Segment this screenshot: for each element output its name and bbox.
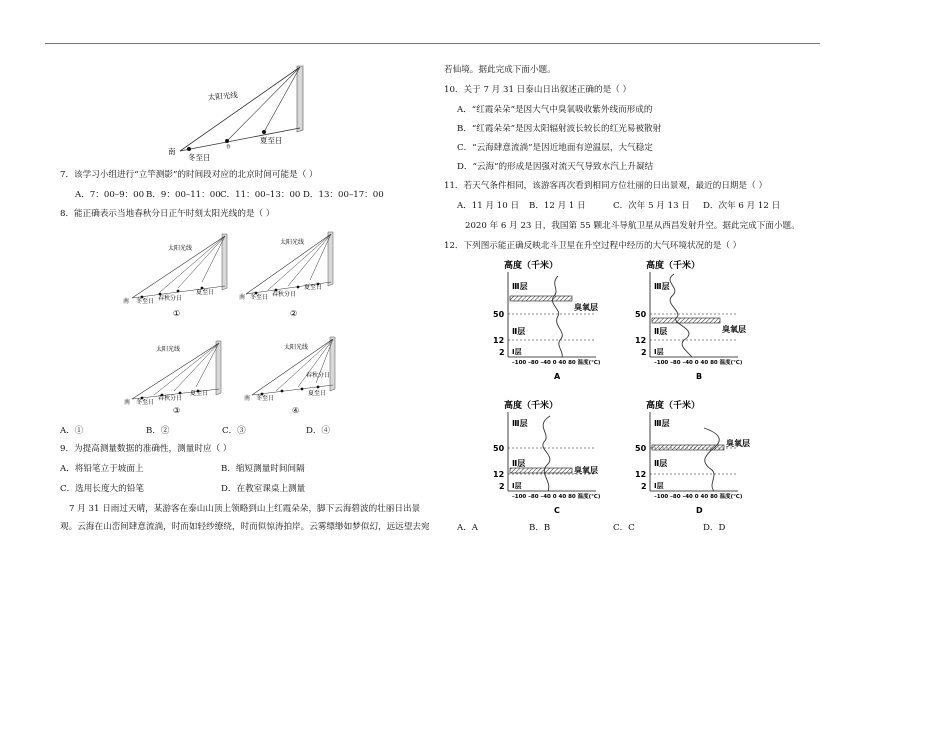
q12-chart-d: [632, 396, 782, 524]
q8-fig4-number: ④: [292, 406, 300, 415]
sun-ray-figure: [160, 62, 310, 162]
chart-d-layer3: Ⅲ层: [654, 419, 670, 428]
passage1-line3: 若仙境。据此完成下面小题。: [444, 65, 556, 75]
q8-option-d[interactable]: D．④: [306, 426, 331, 436]
q8-fig2-south: 南: [239, 294, 246, 301]
fig-south-label: 南: [168, 147, 176, 156]
chart-c-layer2: Ⅱ层: [512, 459, 526, 468]
chart-c-xticks: –100 –80 –40 0 40 80 温度(℃): [512, 494, 601, 500]
chart-a-xticks: –100 –80 –40 0 40 80 温度(℃): [512, 360, 601, 366]
q8-figure-2: [238, 228, 353, 320]
chart-a-layer1: Ⅰ层: [512, 348, 522, 356]
chart-b-letter: B: [696, 372, 703, 381]
q8-fig4-south: 南: [244, 395, 251, 402]
chart-d-ozone: 臭氧层: [726, 439, 750, 448]
fig-summer-label: 夏至日: [260, 136, 283, 145]
q9-option-c[interactable]: C．选用长度大的铅笔: [60, 484, 144, 494]
chart-b-ylabel: 高度（千米）: [646, 261, 701, 271]
q8-fig3-summer: 夏至日: [190, 390, 209, 397]
chart-a-layer2: Ⅱ层: [512, 327, 526, 336]
chart-a-y50: 50: [493, 310, 505, 319]
q8-fig1-equinox: 春秋分日: [158, 295, 183, 302]
chart-d-y50: 50: [635, 444, 647, 453]
chart-a-layer3: Ⅲ层: [512, 282, 528, 291]
q9-stem: 9．为提高测量数据的准确性，测量时应（ ）: [60, 444, 232, 454]
chart-b-y50: 50: [635, 310, 647, 319]
q10-option-b[interactable]: B．“红霞朵朵”是因太阳辐射波长较长的红光易被散射: [457, 124, 662, 134]
q12-chart-a: [490, 256, 640, 384]
chart-b-xticks: –100 –80 –40 0 40 80 温度(℃): [654, 360, 743, 366]
q7-option-a[interactable]: A．7：00–9：00: [75, 190, 145, 200]
q8-fig3-number: ③: [173, 406, 181, 415]
q8-option-a[interactable]: A．①: [60, 426, 84, 436]
q8-figure-4: [238, 333, 353, 425]
chart-b-layer3: Ⅲ层: [654, 282, 670, 291]
q8-fig4-equinox: 春秋分日: [306, 372, 331, 379]
q12-stem: 12．下列图示能正确反映北斗卫星在升空过程中经历的大气环境状况的是（ ）: [444, 241, 742, 251]
q8-fig2-sunray: 太阳光线: [280, 239, 305, 246]
fig-spring-label: 春: [226, 145, 231, 150]
q8-fig1-number: ①: [173, 309, 181, 318]
q10-option-d[interactable]: D．“云海”的形成是因强对流天气导致水汽上升凝结: [457, 162, 654, 172]
q8-fig4-winter: 冬至日: [256, 395, 275, 402]
chart-a-ylabel: 高度（千米）: [504, 261, 559, 271]
chart-a-y12: 12: [493, 336, 505, 345]
q11-option-a[interactable]: A．11 月 10 日: [457, 201, 520, 211]
q7-option-b[interactable]: B．9：00–11：00: [146, 190, 221, 200]
chart-c-ylabel: 高度（千米）: [504, 401, 559, 411]
chart-b-y12: 12: [635, 336, 647, 345]
q9-option-b[interactable]: B．缩短测量时间间隔: [221, 464, 305, 474]
chart-c-y2: 2: [499, 482, 505, 491]
q8-fig1-winter: 冬至日: [136, 298, 155, 305]
q12-option-b[interactable]: B．B: [529, 523, 551, 533]
q8-fig3-equinox: 春秋分日: [158, 395, 183, 402]
q8-fig1-summer: 夏至日: [196, 289, 215, 296]
q12-chart-b: [632, 256, 782, 384]
q11-option-c[interactable]: C．次年 5 月 13 日: [613, 201, 690, 211]
q7-stem: 7．该学习小组进行“立竿测影”的时间段对应的北京时间可能是（ ）: [60, 170, 318, 180]
q7-option-d[interactable]: D．13：00–17：00: [303, 190, 384, 200]
q8-fig4-summer: 夏至日: [308, 390, 327, 397]
q11-stem: 11．若天气条件相同，该游客再次看到相同方位壮丽的日出景观，最近的日期是（ ）: [444, 181, 768, 191]
q8-fig3-winter: 冬至日: [136, 399, 155, 406]
fig-winter-label: 冬至日: [188, 153, 211, 162]
chart-a-ozone: 臭氧层: [574, 303, 598, 312]
chart-c-y50: 50: [493, 444, 505, 453]
q8-fig1-south: 南: [123, 298, 130, 305]
chart-d-layer2: Ⅱ层: [654, 459, 668, 468]
q10-option-c[interactable]: C．“云海肆意流淌”是因近地面有逆温层，大气稳定: [457, 143, 653, 153]
q7-option-c[interactable]: C．11：00–13：00: [220, 190, 301, 200]
chart-c-y12: 12: [493, 470, 505, 479]
passage1-line1: 7 月 31 日雨过天晴，某游客在泰山山顶上领略到山上红霞朵朵，脚下云海碧波的壮丽日出景: [69, 504, 421, 514]
chart-c-layer3: Ⅲ层: [512, 419, 528, 428]
q8-fig2-equinox: 春秋分日: [272, 291, 297, 298]
q8-fig2-number: ②: [290, 309, 298, 318]
q8-fig1-sunray: 太阳光线: [168, 245, 193, 252]
q8-stem: 8．能正确表示当地春秋分日正午时刻太阳光线的是（ ）: [60, 209, 275, 219]
chart-b-y2: 2: [641, 348, 647, 357]
q8-fig2-summer: 夏至日: [304, 284, 323, 291]
q8-option-c[interactable]: C．③: [222, 426, 246, 436]
chart-a-letter: A: [554, 372, 561, 381]
chart-a-y2: 2: [499, 348, 505, 357]
chart-b-layer2: Ⅱ层: [654, 327, 668, 336]
q8-figure-1: [120, 228, 235, 320]
q9-option-d[interactable]: D．在教室课桌上测量: [221, 484, 306, 494]
q9-option-a[interactable]: A．将铅笔立于坡面上: [60, 464, 144, 474]
passage1-line2: 观。云海在山峦间肆意流淌，时而如轻纱缭绕，时而似惊涛拍岸。云雾缥缈如梦似幻，远远望去宛: [60, 522, 430, 532]
q8-fig3-sunray: 太阳光线: [156, 346, 181, 353]
top-rule: [45, 43, 820, 44]
q12-option-a[interactable]: A．A: [457, 523, 479, 533]
chart-b-layer1: Ⅰ层: [654, 348, 664, 356]
chart-d-y2: 2: [641, 482, 647, 491]
chart-b-ozone: 臭氧层: [722, 325, 746, 334]
q8-fig2-winter: 冬至日: [250, 294, 269, 301]
chart-d-letter: D: [696, 506, 703, 515]
fig-sunray-label: 太阳光线: [207, 90, 239, 102]
q8-option-b[interactable]: B．②: [146, 426, 170, 436]
q10-stem: 10．关于 7 月 31 日泰山日出叙述正确的是（ ）: [444, 85, 632, 95]
q8-figure-3: [120, 333, 235, 425]
q12-chart-c: [490, 396, 640, 524]
q8-fig4-sunray: 太阳光线: [284, 344, 309, 351]
q11-option-d[interactable]: D．次年 6 月 12 日: [703, 201, 781, 211]
q10-option-a[interactable]: A．“红霞朵朵”是因大气中臭氧吸收紫外线而形成的: [457, 105, 653, 115]
q12-option-d[interactable]: D．D: [703, 523, 726, 533]
passage2: 2020 年 6 月 23 日，我国第 55 颗北斗导航卫星从西昌发射升空。据此完成下面小题。: [465, 221, 800, 231]
q8-fig3-south: 南: [124, 399, 131, 406]
chart-d-ylabel: 高度（千米）: [646, 401, 701, 411]
q12-option-c[interactable]: C．C: [613, 523, 635, 533]
q11-option-b[interactable]: B．12 月 1 日: [529, 201, 586, 211]
chart-d-layer1: Ⅰ层: [654, 482, 664, 490]
chart-d-xticks: –100 –80 –40 0 40 80 温度(℃): [654, 494, 743, 500]
chart-c-ozone: 臭氧层: [574, 466, 598, 475]
chart-c-letter: C: [554, 506, 560, 515]
chart-d-y12: 12: [635, 470, 647, 479]
chart-c-layer1: Ⅰ层: [512, 482, 522, 490]
